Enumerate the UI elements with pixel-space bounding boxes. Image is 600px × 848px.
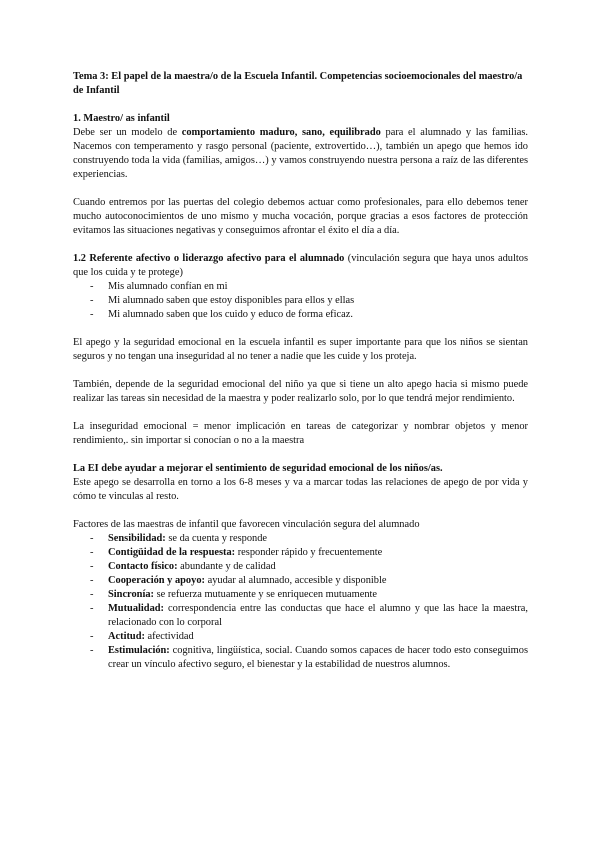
factors-list [73, 532, 528, 672]
list-item [90, 630, 528, 644]
factor-desc: abundante y de calidad [177, 561, 276, 572]
list-item-text: Mi alumnado saben que los cuido y educo de forma eficaz. [108, 309, 353, 320]
dash-bullet: - [90, 589, 94, 600]
factor-term: Contigüidad de la respuesta: [108, 547, 236, 558]
paragraph-inseguridad: La inseguridad emocional = menor implicación en tareas de categorizar y nombrar objetos y menor rendimiento,. sin importar si conocían o no a la maestra [73, 421, 528, 446]
dash-bullet: - [90, 561, 94, 572]
paragraph-text: para el alumnado y las familias. Nacemos con temperamento y rasgo personal (paciente, extrovertido…), también un apego que hemos ido construyendo toda la vida (familias, amigos…) y vamos construyendo nuestra persona a raíz de las diferentes experiencias. [73, 127, 528, 180]
factor-term: Cooperación y apoyo: [108, 575, 205, 586]
list-item [90, 602, 528, 630]
dash-bullet: - [90, 631, 94, 642]
dash-bullet: - [90, 533, 94, 544]
dash-bullet: - [90, 295, 94, 306]
list-item-text: Mi alumnado saben que estoy disponibles para ellos y ellas [108, 295, 355, 306]
list-item [90, 588, 528, 602]
paragraph-apego: El apego y la seguridad emocional en la escuela infantil es super importante para que los niños se sientan seguros y no tengan una inseguridad al no tener a nadie que les cuide y los proteja. [73, 337, 528, 362]
factor-term: Mutualidad: [108, 603, 165, 614]
factors-intro: Factores de las maestras de infantil que favorecen vinculación segura del alumnado [73, 519, 420, 530]
factor-desc: correspondencia entre las conductas que hace el alumno y que las hace la maestra, relacionado con lo corporal [108, 603, 528, 628]
dash-bullet: - [90, 547, 94, 558]
factor-term: Contacto físico: [108, 561, 178, 572]
list-item-text: Mis alumnado confían en mi [108, 281, 228, 292]
dash-bullet: - [90, 645, 94, 656]
factor-term: Estimulación: [108, 645, 170, 656]
heading-bold: 1.2 Referente afectivo o liderazgo afectivo para el alumnado [73, 253, 345, 264]
factor-desc: ayudar al alumnado, accesible y disponible [204, 575, 387, 586]
referente-list [73, 280, 528, 322]
list-item [90, 644, 528, 672]
factor-desc: se refuerza mutuamente y se enriquecen mutuamente [154, 589, 378, 600]
factor-desc: responder rápido y frecuentemente [235, 547, 383, 558]
list-item [90, 294, 528, 308]
factor-term: Actitud: [108, 631, 145, 642]
list-item [90, 560, 528, 574]
factor-desc: se da cuenta y responde [165, 533, 268, 544]
document-page [73, 70, 528, 672]
factor-term: Sincronía: [108, 589, 154, 600]
section-heading-ei: La EI debe ayudar a mejorar el sentimiento de seguridad emocional de los niños/as. [73, 463, 443, 474]
list-item [90, 532, 528, 546]
factor-term: Sensibilidad: [108, 533, 166, 544]
section-heading-referente [73, 252, 528, 280]
list-item [90, 546, 528, 560]
dash-bullet: - [90, 281, 94, 292]
paragraph-tambien: También, depende de la seguridad emocional del niño ya que si tiene un alto apego hacia si mismo puede realizar las tareas sin necesidad de la maestra y poder realizarlo solo, por lo que tendrá mejor rendimiento. [73, 379, 528, 404]
section-heading-maestro: 1. Maestro/ as infantil [73, 113, 170, 124]
list-item [90, 308, 528, 322]
heading-tail: (vinculación segura que haya unos adultos que los cuida y te protege) [73, 253, 528, 278]
paragraph-profesionales: Cuando entremos por las puertas del colegio debemos actuar como profesionales, para ello debemos tener mucho autoconocimientos de uno mismo y mucha vocación, porque gracias a esos factores de protección evitamos las situaciones negativas y conseguimos afrontar el éxito el día a día. [73, 197, 528, 236]
factor-desc: afectividad [144, 631, 194, 642]
paragraph-modelo [73, 126, 528, 182]
list-item [90, 574, 528, 588]
dash-bullet: - [90, 309, 94, 320]
dash-bullet: - [90, 603, 94, 614]
paragraph-desarrollo: Este apego se desarrolla en torno a los 6-8 meses y va a marcar todas las relaciones de apego de por vida y cómo te vinculas al resto. [73, 477, 528, 502]
bold-phrase: comportamiento maduro, sano, equilibrado [181, 127, 381, 138]
list-item [90, 280, 528, 294]
document-title: Tema 3: El papel de la maestra/o de la Escuela Infantil. Competencias socioemocionales del maestro/a de Infantil [73, 71, 523, 96]
factor-desc: cognitiva, lingüística, social. Cuando somos capaces de hacer todo esto conseguimos crear un vínculo afectivo seguro, el bienestar y la estabilidad de nuestros alumnos. [108, 645, 528, 670]
dash-bullet: - [90, 575, 94, 586]
paragraph-text: Debe ser un modelo de [73, 127, 182, 138]
